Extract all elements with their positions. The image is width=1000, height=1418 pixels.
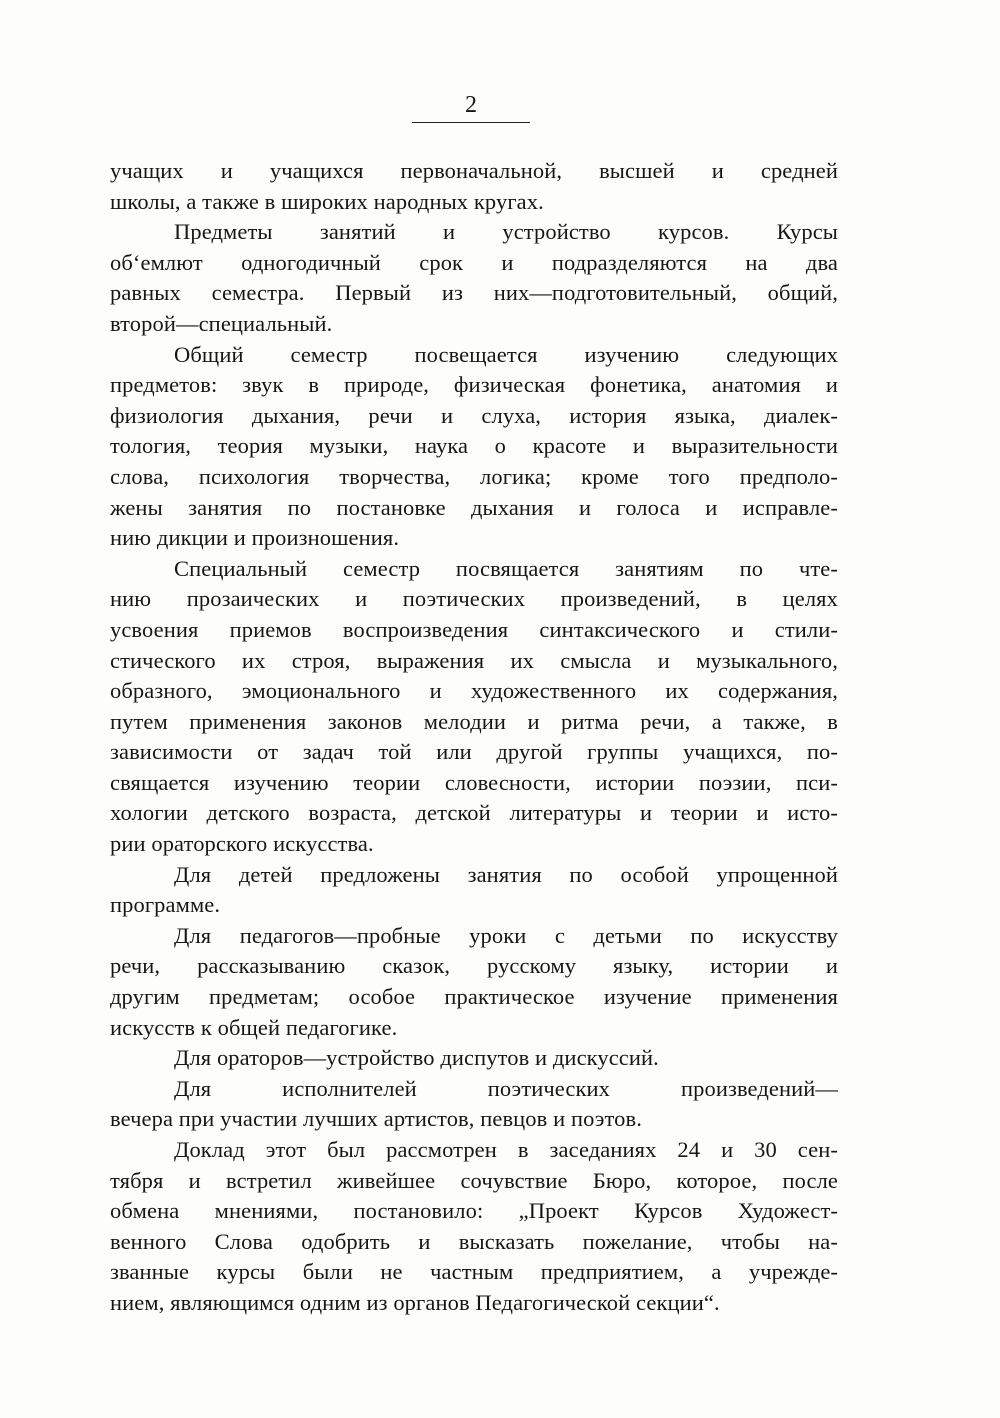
page-number: 2 bbox=[412, 92, 530, 123]
text-line: Доклад этот был рассмотрен в заседаниях 24 и 30 сен- bbox=[174, 1137, 838, 1162]
text-line: путем применения законов мелодии и ритма речи, а также, в bbox=[110, 708, 838, 734]
text-line: речи, рассказыванию сказок, русскому языку, истории и bbox=[110, 953, 838, 979]
text-line: Специальный семестр посвящается занятиям по чте- bbox=[174, 555, 838, 581]
text-line: свящается изучению теории словесности, истории поэзии, пси- bbox=[110, 769, 838, 795]
text-line: Общий семестр посвещается изучению следующих bbox=[174, 341, 838, 367]
paragraph bbox=[110, 554, 838, 860]
paragraph bbox=[110, 860, 838, 921]
paragraph bbox=[110, 921, 838, 1043]
text-line: предметов: звук в природе, физическая фонетика, анатомия и bbox=[110, 372, 838, 398]
text-line: хологии детского возраста, детской литературы и теории и исто- bbox=[110, 800, 838, 826]
paragraph bbox=[110, 217, 838, 339]
text-line: другим предметам; особое практическое изучение применения bbox=[110, 984, 838, 1010]
paragraph bbox=[110, 1135, 838, 1319]
text-line: равных семестра. Первый из них—подготовительный, общий, bbox=[110, 280, 838, 306]
text-line: нием, являющимся одним из органов Педагогической секции“. bbox=[110, 1289, 720, 1315]
text-line: Для ораторов—устройство диспутов и дискуссий. bbox=[174, 1045, 659, 1071]
text-line: слова, психология творчества, логика; кроме того предполо- bbox=[110, 463, 838, 489]
text-line: тября и встретил живейшее сочувствие Бюро, которое, после bbox=[110, 1167, 838, 1193]
text-line: зависимости от задач той или другой группы учащихся, по- bbox=[110, 739, 838, 765]
text-line: физиология дыхания, речи и слуха, история языка, диалек- bbox=[110, 402, 838, 428]
text-line: искусств к общей педагогике. bbox=[110, 1014, 398, 1040]
text-line: об‘емлют одногодичный срок и подразделяются на два bbox=[110, 249, 838, 275]
paragraph bbox=[110, 340, 838, 554]
text-line: Предметы занятий и устройство курсов. Курсы bbox=[174, 219, 838, 245]
text-line: второй—специальный. bbox=[110, 310, 333, 336]
text-line: учащих и учащихся первоначальной, высшей и средней bbox=[110, 158, 838, 183]
text-line: рии ораторского искусства. bbox=[110, 831, 374, 857]
text-line: венного Слова одобрить и высказать пожелание, чтобы на- bbox=[110, 1228, 838, 1254]
text-line: стического их строя, выражения их смысла и музыкального, bbox=[110, 647, 838, 673]
text-line: усвоения приемов воспроизведения синтаксического и стили- bbox=[110, 616, 838, 642]
text-line: нию прозаических и поэтических произведений, в целях bbox=[110, 586, 838, 612]
text-line: образного, эмоционального и художественного их содержания, bbox=[110, 678, 838, 704]
text-line: Для педагогов—пробные уроки с детьми по искусству bbox=[174, 922, 838, 948]
paragraph bbox=[110, 1043, 838, 1074]
text-line: программе. bbox=[110, 892, 221, 918]
text-line: обмена мнениями, постановило: „Проект Курсов Художест- bbox=[110, 1198, 838, 1224]
body-text bbox=[110, 156, 838, 1319]
text-line: жены занятия по постановке дыхания и голоса и исправле- bbox=[110, 494, 838, 520]
text-line: вечера при участии лучших артистов, певцов и поэтов. bbox=[110, 1106, 642, 1132]
paragraph bbox=[110, 156, 838, 217]
text-line: Для исполнителей поэтических произведений— bbox=[174, 1075, 838, 1101]
text-line: званные курсы были не частным предприятием, а учрежде- bbox=[110, 1259, 838, 1285]
text-line: школы, а также в широких народных кругах. bbox=[110, 188, 544, 214]
paragraph bbox=[110, 1074, 838, 1135]
text-line: тология, теория музыки, наука о красоте и выразительности bbox=[110, 433, 838, 459]
text-line: нию дикции и произношения. bbox=[110, 525, 400, 551]
text-line: Для детей предложены занятия по особой упрощенной bbox=[174, 861, 838, 887]
